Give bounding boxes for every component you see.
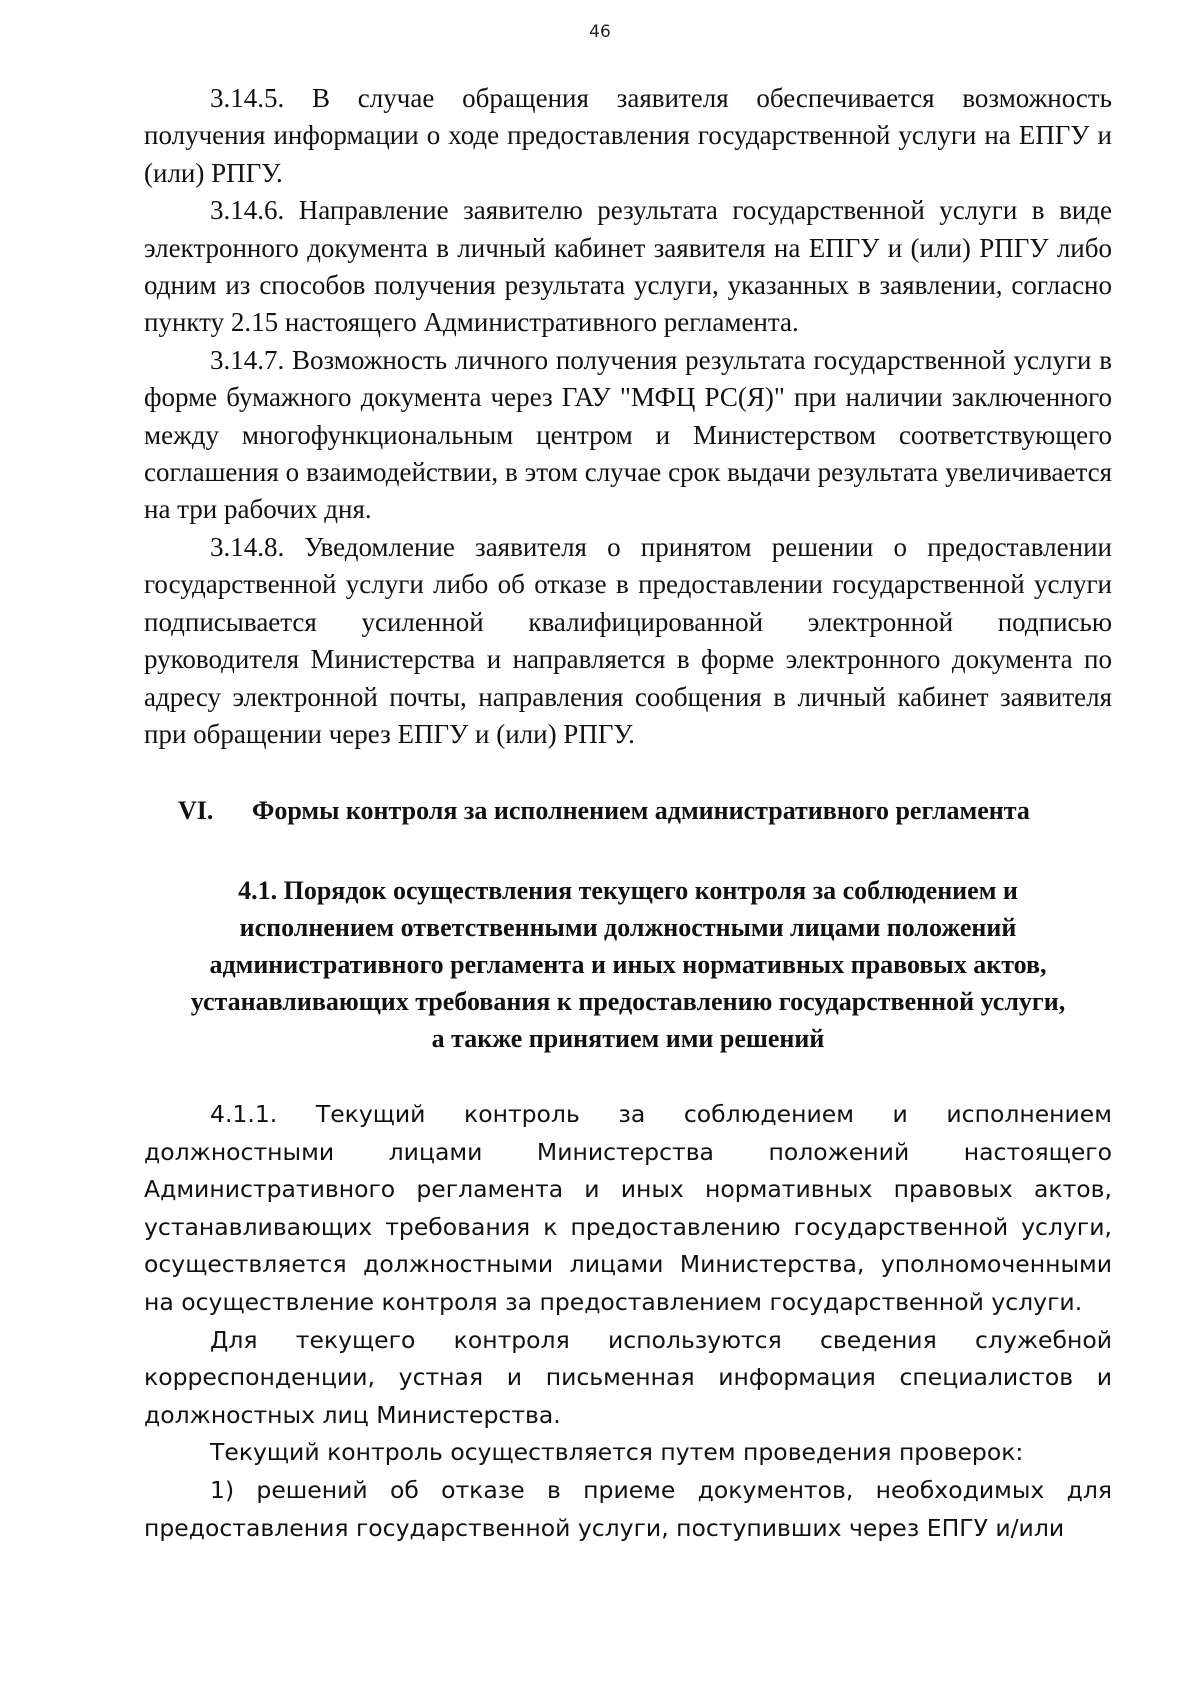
subsection-line: исполнением ответственными должностными лицами положений [239, 913, 1017, 942]
paragraph-4-1-1: 4.1.1. Текущий контроль за соблюдением и исполнением должностными лицами Министерства положений настоящего Административного регламента и иных нормативных правовых актов, устанавливающих требования к предоставлению государственной услуги, осуществляется должностными лицами Министерства, уполномоченными на осуществление контроля за предоставлением государственной услуги. [144, 1100, 1112, 1316]
subsection-line: административного регламента и иных нормативных правовых актов, [209, 950, 1047, 979]
paragraph-checks: Текущий контроль осуществляется путем проведения проверок: [210, 1438, 1024, 1467]
paragraph-3-14-7: 3.14.7. Возможность личного получения результата государственной услуги в форме бумажного документа через ГАУ "МФЦ РС(Я)" при наличии заключенного между многофункциональным центром и Министерством соответствующего соглашения о взаимодействии, в этом случае срок выдачи результата увеличивается на три рабочих дня. [144, 344, 1112, 525]
paragraph-3-14-8: 3.14.8. Уведомление заявителя о принятом решении о предоставлении государственной услуги либо об отказе в предоставлении государственной услуги подписывается усиленной квалифицированной электронной подписью руководителя Министерства и направляется в форме электронного документа по адресу электронной почты, направления сообщения в личный кабинет заявителя при обращении через ЕПГУ и (или) РПГУ. [144, 531, 1112, 749]
paragraph-3-14-5: 3.14.5. В случае обращения заявителя обеспечивается возможность получения информации о ходе предоставления государственной услуги на ЕПГУ и (или) РПГУ. [144, 83, 1112, 188]
paragraph-3-14-6: 3.14.6. Направление заявителю результата государственной услуги в виде электронного документа в личный кабинет заявителя на ЕПГУ и (или) РПГУ либо одним из способов получения результата услуги, указанных в заявлении, согласно пункту 2.15 настоящего Административного регламента. [144, 195, 1112, 338]
subsection-line: 4.1. Порядок осуществления текущего контроля за соблюдением и [238, 876, 1018, 905]
section-number: VI. [178, 796, 214, 825]
subsection-line: а также принятием ими решений [431, 1024, 825, 1053]
paragraph-list-item-1: 1) решений об отказе в приеме документов, необходимых для предоставления государственной услуги, поступивших через ЕПГУ и/или [144, 1475, 1112, 1542]
section-title: Формы контроля за исполнением административного регламента [252, 796, 1030, 825]
section-heading [178, 793, 1118, 829]
subsection-heading [144, 872, 1112, 1057]
bottom-paragraphs [144, 1096, 1112, 1547]
paragraph-sources: Для текущего контроля используются сведения служебной корреспонденции, устная и письменная информация специалистов и должностных лиц Министерства. [144, 1325, 1112, 1429]
subsection-line: устанавливающих требования к предоставлению государственной услуги, [190, 987, 1066, 1016]
page-number: 46 [589, 22, 611, 42]
top-paragraphs [144, 80, 1112, 753]
